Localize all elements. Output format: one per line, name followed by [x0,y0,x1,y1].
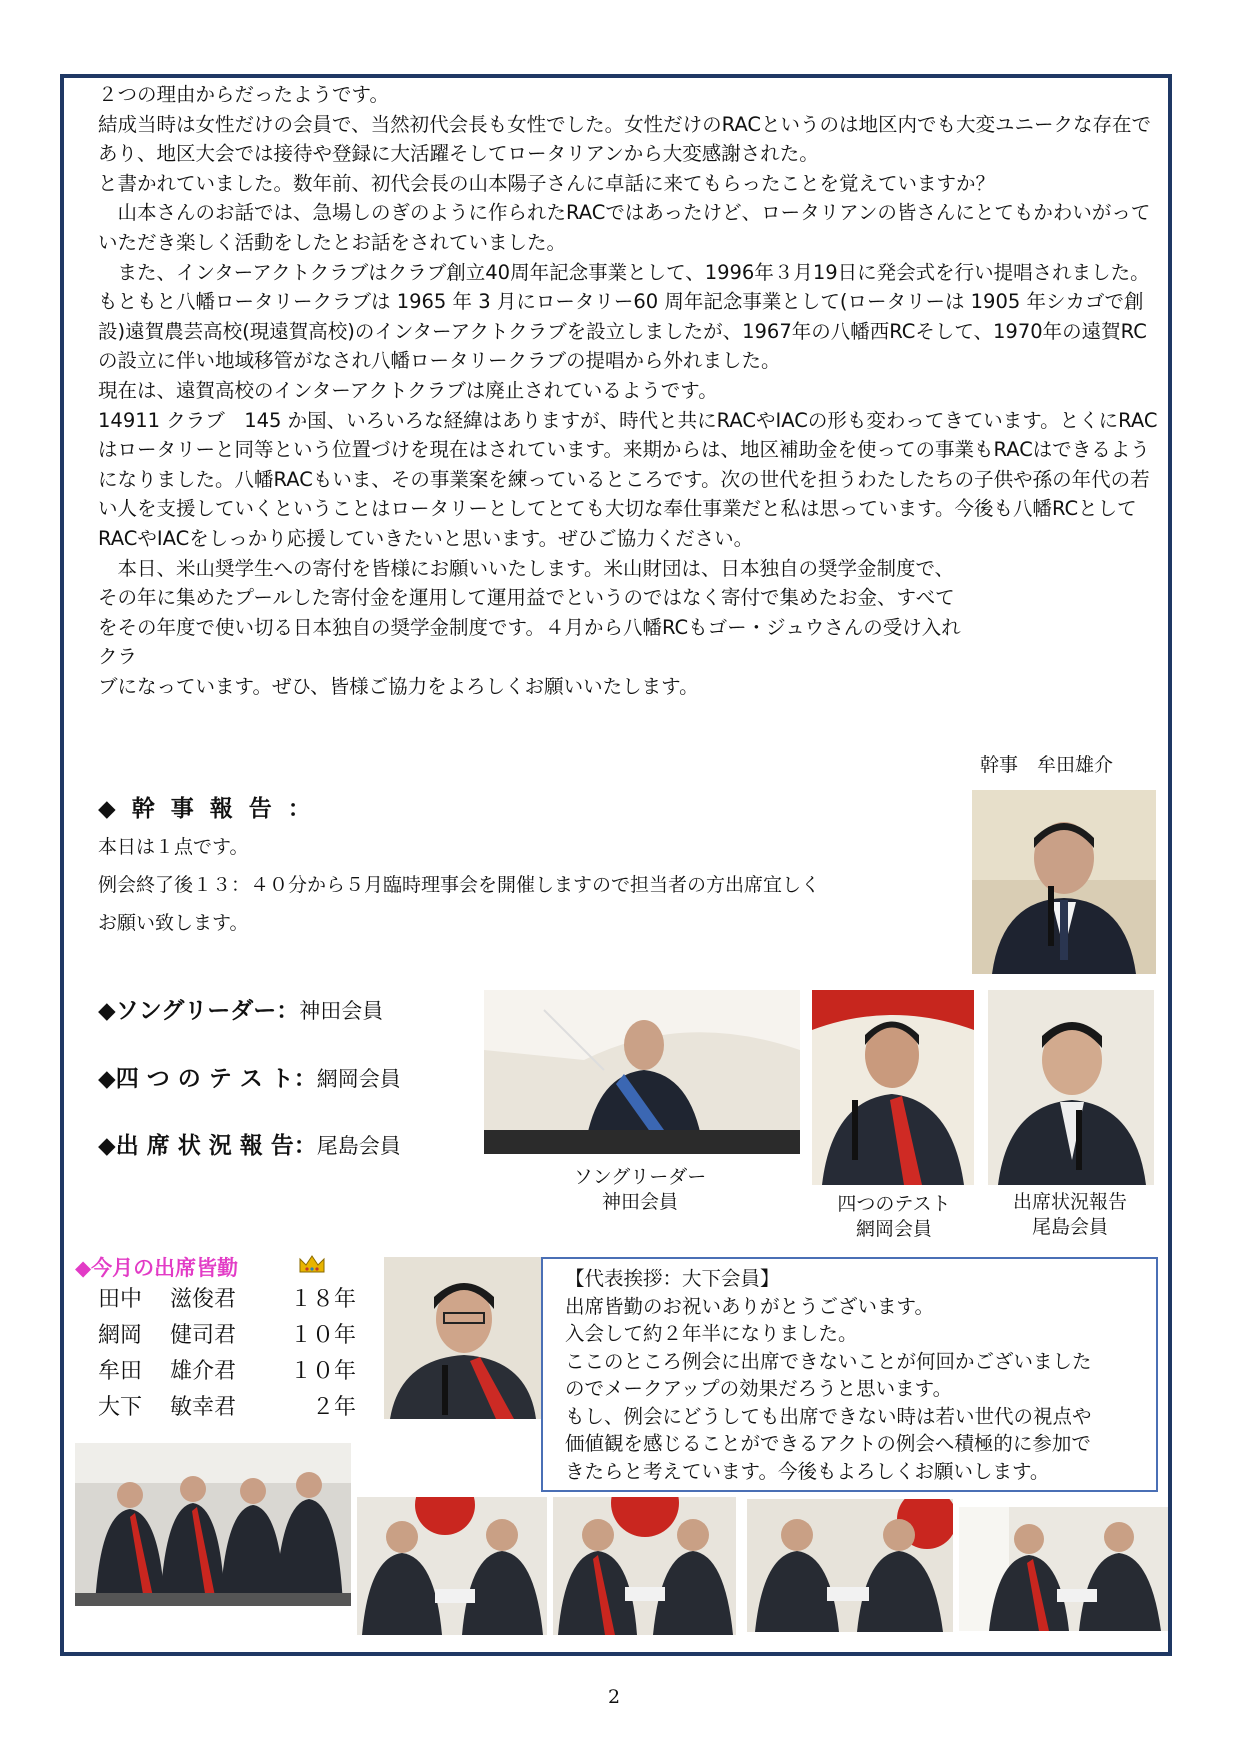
secretary-report-title: ◆幹事報告： [98,796,327,822]
report-body [98,80,1160,701]
attendance-report-photo [988,990,1154,1185]
perfect-attendance-list [98,1282,356,1426]
paragraph: 山本さんのお話では、急場しのぎのように作られたRACではあったけど、ロータリアンの皆さんにとてもかわいがっていただき楽しく活動をしたとお話をされていました。 [98,201,1151,254]
list-item: 網岡 健司君 １０年 [98,1323,356,1348]
speech-line: のでメークアップの効果だろうと思います。 [565,1377,953,1400]
speech-line: ここのところ例会に出席できないことが何回かございました [565,1349,1092,1373]
speech-line: 入会して約２年半になりました。 [565,1322,858,1345]
paragraph: ブになっています。ぜひ、皆様ご協力をよろしくお願いいたします。 [98,674,699,698]
role-four-way-test: ◆四 つ の テ ス ト：網岡会員 [98,1066,401,1092]
four-test-caption: 四つのテスト 網岡会員 [837,1193,951,1240]
song-leader-caption: ソングリーダー 神田会員 [573,1166,707,1213]
song-leader-photo [484,990,800,1154]
certificate-photo-4 [959,1507,1168,1631]
paragraph: また、インターアクトクラブはクラブ創立40周年記念事業として、1996年３月19日に発会式を行い提唱されました。 [98,260,1150,284]
certificate-photo-2 [553,1497,736,1635]
representative-speech-box [541,1257,1158,1492]
speech-line: 出席皆勤のお祝いありがとうございます。 [565,1294,934,1318]
speech-line: 【代表挨拶：大下会員】 [565,1267,780,1290]
speech-line: 価値観を感じることができるアクトの例会へ積極的に参加で [565,1432,1091,1455]
crown-icon [298,1254,326,1274]
list-item: 牟田 雄介君 １０年 [98,1359,356,1384]
paragraph: 本日、米山奨学生への寄付を皆様にお願いいたします。米山財団は、日本独自の奨学金制度で、その年に集めたプールした寄付金を運用して運用益でというのではなく寄付で集めたお金、すべてをその年度で使い切る日本独自の奨学金制度です。４月から八幡RCもゴー・ジュウさんの受け入れクラ [98,556,961,669]
attendance-report-caption: 出席状況報告 尾島会員 [1012,1191,1127,1238]
page-number: 2 [608,1686,621,1708]
certificate-photo-3 [747,1499,953,1632]
report-line: 例会終了後１３：４０分から５月臨時理事会を開催しますので担当者の方出席宜しく [98,874,821,896]
paragraph: もともと八幡ロータリークラブは 1965 年 3 月にロータリー60 周年記念事業として(ロータリーは 1905 年シカゴで創設)遠賀農芸高校(現遠賀高校)のインターアクトクラブを設立しましたが、1967年の八幡西RCそして、1970年の遠賀RCの設立に伴い地域移管がなされ八幡ロータリークラブの提唱から外れました。 [98,290,1147,373]
signature: 幹事 牟田雄介 [980,754,1114,776]
four-test-photo [812,990,974,1185]
representative-photo [384,1257,541,1419]
report-line: お願い致します。 [98,912,249,934]
paragraph: ２つの理由からだったようです。 [98,83,389,106]
report-line: 本日は１点です。 [98,836,249,858]
role-attendance-report: ◆出 席 状 況 報 告：尾島会員 [98,1133,401,1159]
group-photo [75,1443,351,1606]
perfect-attendance-title: ◆今月の出席皆勤 [75,1256,239,1280]
speech-line: もし、例会にどうしても出席できない時は若い世代の視点や [565,1404,1092,1428]
list-item: 田中 滋俊君 １８年 [98,1287,356,1312]
certificate-photo-1 [357,1497,547,1635]
secretary-report-text [98,828,938,942]
paragraph: と書かれていました。数年前、初代会長の山本陽子さんに卓話に来てもらったことを覚えていますか？ [98,171,996,195]
paragraph: 14911 クラブ 145 か国、いろいろな経緯はありますが、時代と共にRACやIACの形も変わってきています。とくにRACはロータリーと同等という位置づけを現在はされています。来期からは、地区補助金を使っての事業もRACはできるようになりました。八幡RACもいま、その事業案を練っているところです。次の世代を担うわたしたちの子供や孫の年代の若い人を支援していくということはロータリーとしてとても大切な奉仕事業だと私は思っています。今後も八幡RCとしてRACやIACをしっかり応援していきたいと思います。ぜひご協力ください。 [98,408,1158,550]
secretary-photo [972,790,1156,974]
paragraph: 結成当時は女性だけの会員で、当然初代会長も女性でした。女性だけのRACというのは地区内でも大変ユニークな存在であり、地区大会では接待や登録に大活躍そしてロータリアンから大変感謝された。 [98,112,1151,166]
paragraph: 現在は、遠賀高校のインターアクトクラブは廃止されているようです。 [98,378,718,402]
role-song-leader: ◆ソングリーダー：神田会員 [98,998,384,1024]
list-item: 大下 敏幸君 ２年 [98,1395,356,1420]
speech-line: きたらと考えています。今後もよろしくお願いします。 [565,1459,1050,1483]
